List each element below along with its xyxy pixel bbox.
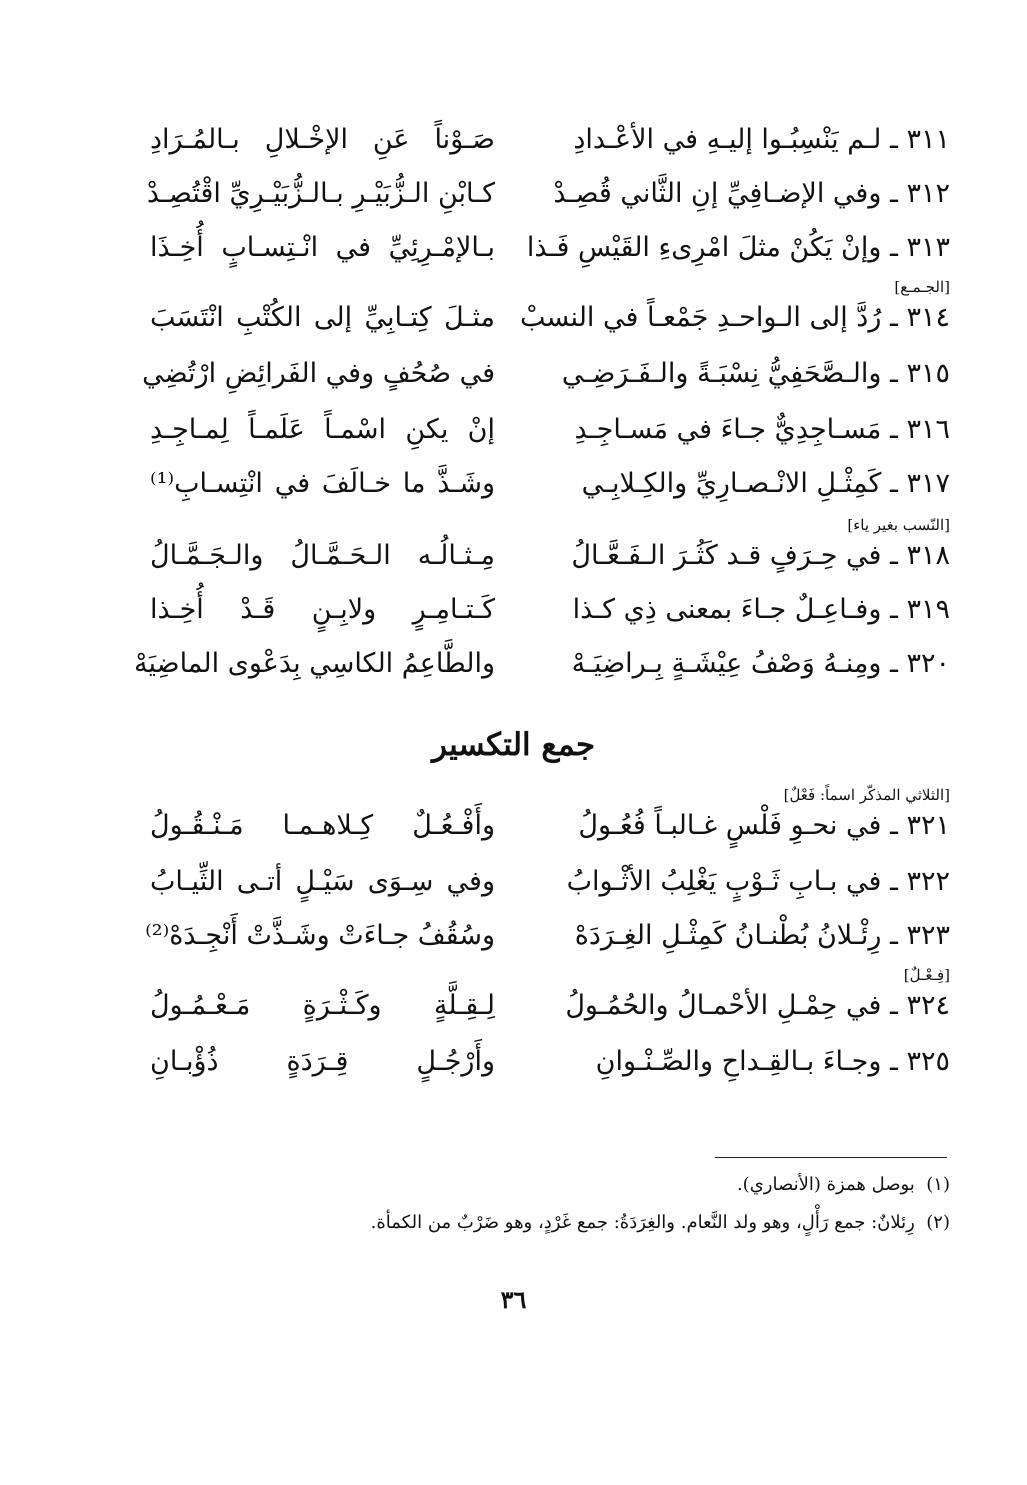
verse-number: ٣٢٠ <box>906 648 950 679</box>
second-hemistich: صَـوْناً عَنِ الإخْـلالِ بـالمُـرَادِ <box>150 124 495 155</box>
second-hemistich: وسُقُفُ جـاءَتْ وشَـذَّتْ أَنْجِـدَهْ⁽²⁾ <box>145 920 495 951</box>
verse-number: ٣١١ <box>906 124 950 155</box>
subheading-thulathi: [الثلاثي المذكّر اسماً: فَعْلٌ] <box>783 786 950 804</box>
first-hemistich <box>526 220 950 276</box>
dash: ـ <box>889 124 898 155</box>
footnote-number: (١) <box>926 1174 950 1195</box>
dash: ـ <box>889 232 898 263</box>
hemistich-text: رُدَّ إلى الـواحـدِ جَمْعـاً في النسبْ <box>519 302 882 333</box>
footnote-2 <box>190 1210 950 1236</box>
hemistich-text: في بـابِ ثَـوْبٍ يَغْلِبُ الأثْـوابُ <box>566 866 882 897</box>
verse-311 <box>150 112 950 168</box>
verse-number: ٣٢٢ <box>906 866 950 897</box>
verse-number: ٣٢٣ <box>906 920 950 951</box>
first-hemistich <box>530 582 950 638</box>
first-hemistich <box>530 978 950 1034</box>
dash: ـ <box>889 414 898 445</box>
footnote-divider <box>715 1157 947 1158</box>
first-hemistich <box>530 636 950 692</box>
hemistich-text: والـصَّحَفِيُّ نِسْبَـةً والـفَـرَضِـي <box>561 358 882 389</box>
hemistich-text: مَسـاجِدِيٌّ جـاءَ في مَسـاجِـدِ <box>574 414 882 445</box>
footnote-1 <box>190 1172 950 1198</box>
dash: ـ <box>889 866 898 897</box>
verse-319 <box>150 582 950 638</box>
second-hemistich: وشَـذَّ ما خـالَفَ في انْتِسـابِ⁽¹⁾ <box>150 468 495 499</box>
verse-number: ٣١٥ <box>906 358 950 389</box>
dash: ـ <box>889 302 898 333</box>
second-hemistich: وأَفْـعُـلٌ كِـلاهـمـا مَـنْـقُـولُ <box>150 810 495 841</box>
verse-313 <box>150 220 950 276</box>
second-hemistich: والطَّاعِمُ الكاسِي بِدَعْوى الماضِيَهْ <box>134 648 495 679</box>
second-hemistich: كـابْنِ الـزُّبَيْـرِ بـالـزُّبَيْـرِيِّ اقْتُصِـدْ <box>146 178 495 209</box>
dash: ـ <box>889 990 898 1021</box>
hemistich-text: وجـاءَ بـالقِـداحِ والصِّـنْـوانِ <box>595 1046 882 1077</box>
verse-320 <box>134 636 950 692</box>
dash: ـ <box>889 810 898 841</box>
verse-number: ٣٢٥ <box>906 1046 950 1077</box>
hemistich-text: وإنْ يَكُنْ مثلَ امْرِىءِ القَيْسِ فَـذا <box>526 232 882 263</box>
first-hemistich <box>530 346 950 402</box>
first-hemistich <box>530 908 950 964</box>
first-hemistich <box>519 290 950 346</box>
first-hemistich <box>530 402 950 458</box>
footnote-text: رِئلانٌ: جمع رَأْلٍ، وهو ولد النَّعام. والغِرَدَةُ: جمع غَرْدٍ، وهو ضَرْبٌ من الكمأة. <box>370 1212 915 1233</box>
verse-number: ٣١٤ <box>906 302 950 333</box>
second-hemistich: كَـتـامِـرٍ ولابِـنٍ قَـدْ أُخِـذا <box>150 594 495 625</box>
dash: ـ <box>889 358 898 389</box>
verse-number: ٣١٩ <box>906 594 950 625</box>
first-hemistich <box>530 1034 950 1090</box>
second-hemistich: مِـثـالُـه الـحَـمَّـالُ والـجَـمَّـالُ <box>150 540 495 571</box>
hemistich-text: في حِـرَفٍ قـد كَثُـرَ الـفَـعَّـالُ <box>571 540 882 571</box>
verse-317 <box>150 456 950 512</box>
first-hemistich <box>530 854 950 910</box>
verse-316 <box>150 402 950 458</box>
section-title: جمع التكسير <box>431 727 596 763</box>
verse-number: ٣١٣ <box>906 232 950 263</box>
verse-number: ٣١٦ <box>906 414 950 445</box>
dash: ـ <box>889 1046 898 1077</box>
dash: ـ <box>889 920 898 951</box>
verse-318 <box>150 528 950 584</box>
verse-number: ٣١٢ <box>906 178 950 209</box>
second-hemistich: بـالإمْـرِئِيِّ في انْـتِسـابٍ أُخِـذَا <box>150 232 495 263</box>
verse-324 <box>150 978 950 1034</box>
hemistich-text: رِئْـلانُ بُطْنـانُ كَمِثْـلِ الغِـرَدَهْ <box>574 920 882 951</box>
subheading-nasab: [النّسب بغير ياء] <box>847 516 950 534</box>
second-hemistich: وفي سِـوَى سَيْـلٍ أتـى الثِّيـابُ <box>150 866 495 897</box>
verse-325 <box>150 1034 950 1090</box>
dash: ـ <box>889 648 898 679</box>
hemistich-text: وفي الإضـافِيِّ إنِ الثَّاني قُصِـدْ <box>553 178 882 209</box>
first-hemistich <box>530 166 950 222</box>
hemistich-text: لـم يَنْسِبُـوا إليـهِ في الأعْـدادِ <box>573 124 882 155</box>
second-hemistich: إنْ يكنِ اسْمـاً عَلَمـاً لِمـاجِـدِ <box>150 414 495 445</box>
dash: ـ <box>889 594 898 625</box>
dash: ـ <box>889 468 898 499</box>
first-hemistich <box>530 112 950 168</box>
verse-number: ٣١٨ <box>906 540 950 571</box>
footnote-number: (٢) <box>926 1212 950 1233</box>
hemistich-text: في نحـوِ فَلْسٍ غـالبـاً فُعُـولُ <box>578 810 882 841</box>
second-hemistich: في صُحُفٍ وفي الفَرائِضِ ارْتُضِي <box>142 358 495 389</box>
page-number: ٣٦ <box>500 1285 527 1314</box>
hemistich-text: في حِمْـلِ الأحْمـالُ والحُمُـولُ <box>565 990 882 1021</box>
verse-323 <box>145 908 950 964</box>
verse-314 <box>150 290 950 346</box>
first-hemistich <box>530 528 950 584</box>
hemistich-text: وفـاعِـلٌ جـاءَ بمعنى ذِي كـذا <box>572 594 882 625</box>
second-hemistich: لِـقِـلَّةٍ وكَـثْـرَةٍ مَـعْـمُـولُ <box>150 990 495 1021</box>
dash: ـ <box>889 540 898 571</box>
subheading-plural: [الجـمـع] <box>894 278 950 296</box>
footnote-text: بوصل همزة (الأنصاري). <box>736 1174 915 1195</box>
verse-315 <box>142 346 950 402</box>
second-hemistich: وأَرْجُـلٍ قِـرَدَةٍ ذُؤْبـانِ <box>150 1046 495 1077</box>
verse-321 <box>150 798 950 854</box>
second-hemistich: مثـلَ كِتـابِيِّ إلى الكُتْبِ انْتَسَبَ <box>150 302 495 333</box>
first-hemistich <box>530 456 950 512</box>
dash: ـ <box>889 178 898 209</box>
verse-number: ٣٢٤ <box>906 990 950 1021</box>
first-hemistich <box>530 798 950 854</box>
verse-number: ٣٢١ <box>906 810 950 841</box>
verse-number: ٣١٧ <box>906 468 950 499</box>
verse-322 <box>150 854 950 910</box>
hemistich-text: ومِنـهُ وَصْفُ عِيْشَـةٍ بِـراضِيَـهْ <box>571 648 882 679</box>
verse-312 <box>146 166 950 222</box>
subheading-fil: [فِـعْـلٌ] <box>903 966 950 984</box>
hemistich-text: كَمِثْـلِ الانْـصـارِيِّ والكِـلابِـي <box>581 468 882 499</box>
